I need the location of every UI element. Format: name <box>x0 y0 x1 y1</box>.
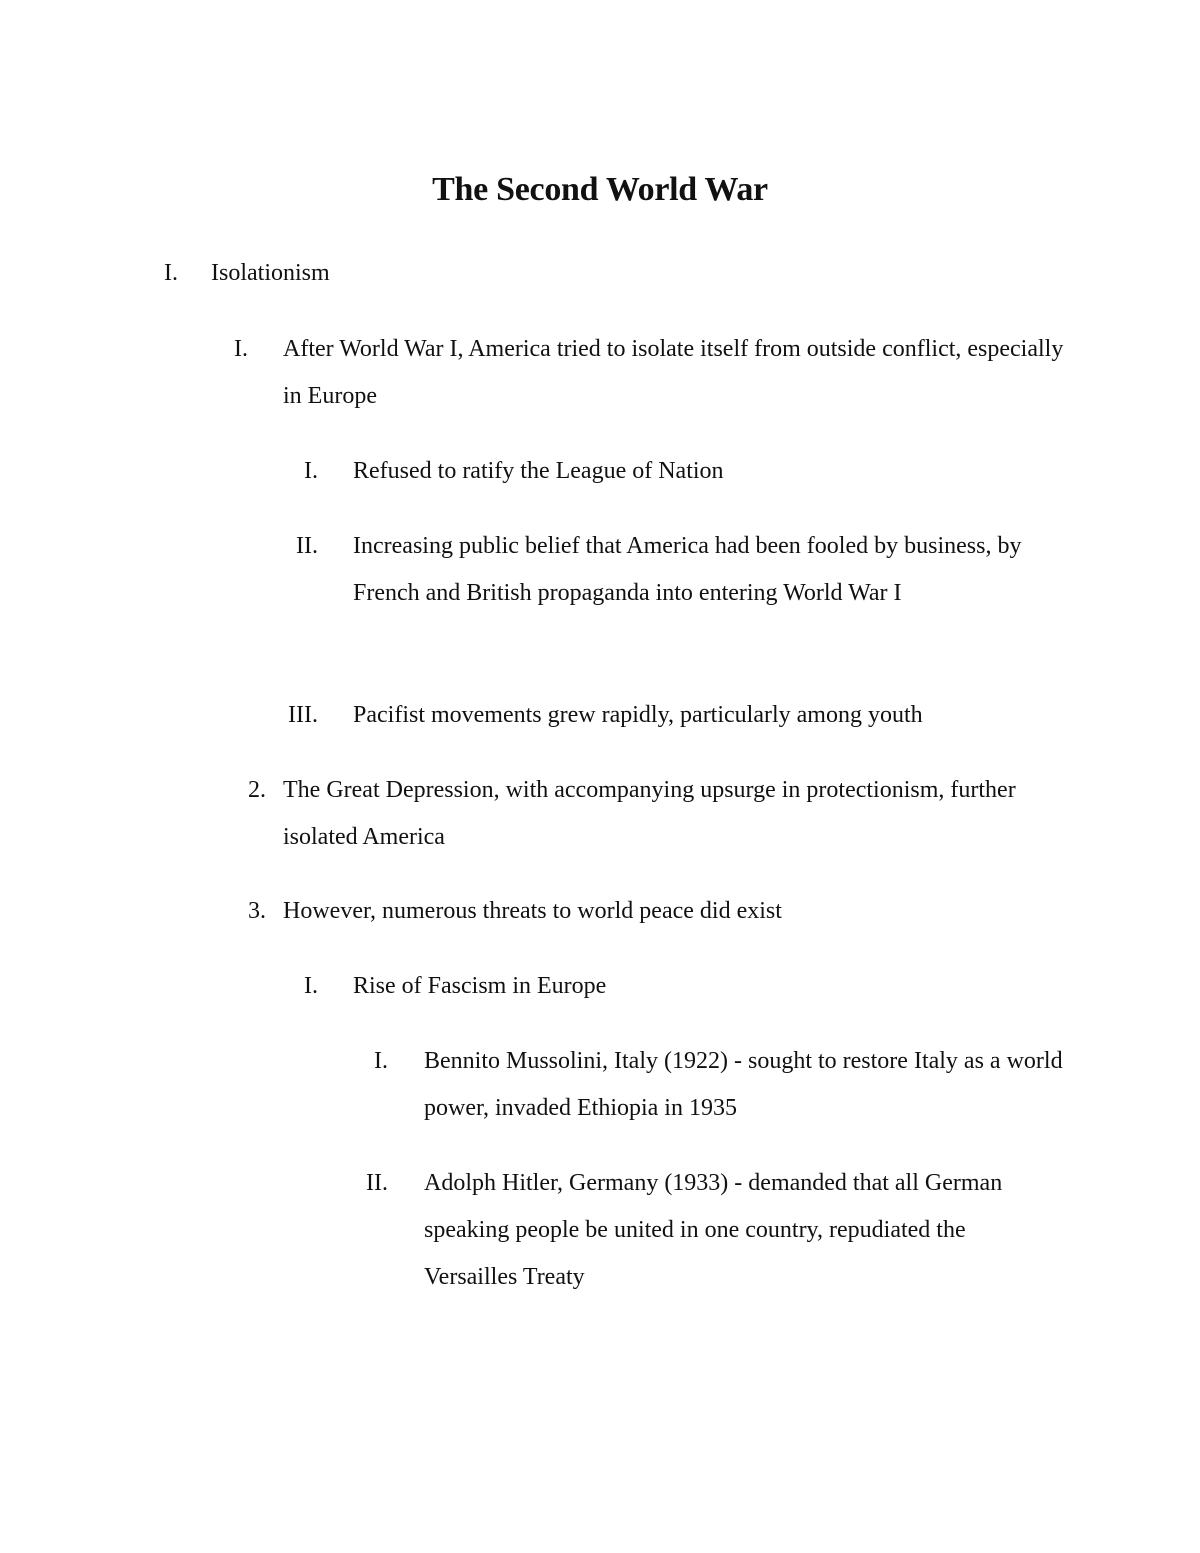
outline-text: After World War I, America tried to isolate itself from outside conflict, especially in Europe <box>283 336 1064 409</box>
outline-text: However, numerous threats to world peace did exist <box>283 898 782 924</box>
outline-text: Isolationism <box>211 260 330 286</box>
outline-marker: II. <box>296 533 318 559</box>
outline-text: Increasing public belief that America had been fooled by business, by French and British propaganda into entering World War I <box>353 533 1022 606</box>
outline-text: Pacifist movements grew rapidly, particularly among youth <box>353 702 923 728</box>
outline-text: Refused to ratify the League of Nation <box>353 458 724 484</box>
document-title: The Second World War <box>432 171 768 208</box>
outline-marker: I. <box>304 458 318 484</box>
outline-marker: I. <box>374 1048 388 1074</box>
outline-text: Rise of Fascism in Europe <box>353 973 607 999</box>
outline-marker: I. <box>304 973 318 999</box>
outline-marker: I. <box>164 260 178 286</box>
outline-marker: III. <box>288 702 318 728</box>
outline-text: The Great Depression, with accompanying upsurge in protectionism, further isolated America <box>283 777 1016 850</box>
outline-text: Adolph Hitler, Germany (1933) - demanded that all German speaking people be united in one country, repudiated the Versailles Treaty <box>424 1170 1003 1290</box>
outline-marker: II. <box>366 1170 388 1196</box>
outline-marker: 2. <box>248 777 266 803</box>
outline-marker: 3. <box>248 898 266 924</box>
outline-text: Bennito Mussolini, Italy (1922) - sought to restore Italy as a world power, invaded Ethiopia in 1935 <box>424 1048 1063 1121</box>
outline-marker: I. <box>234 336 248 362</box>
